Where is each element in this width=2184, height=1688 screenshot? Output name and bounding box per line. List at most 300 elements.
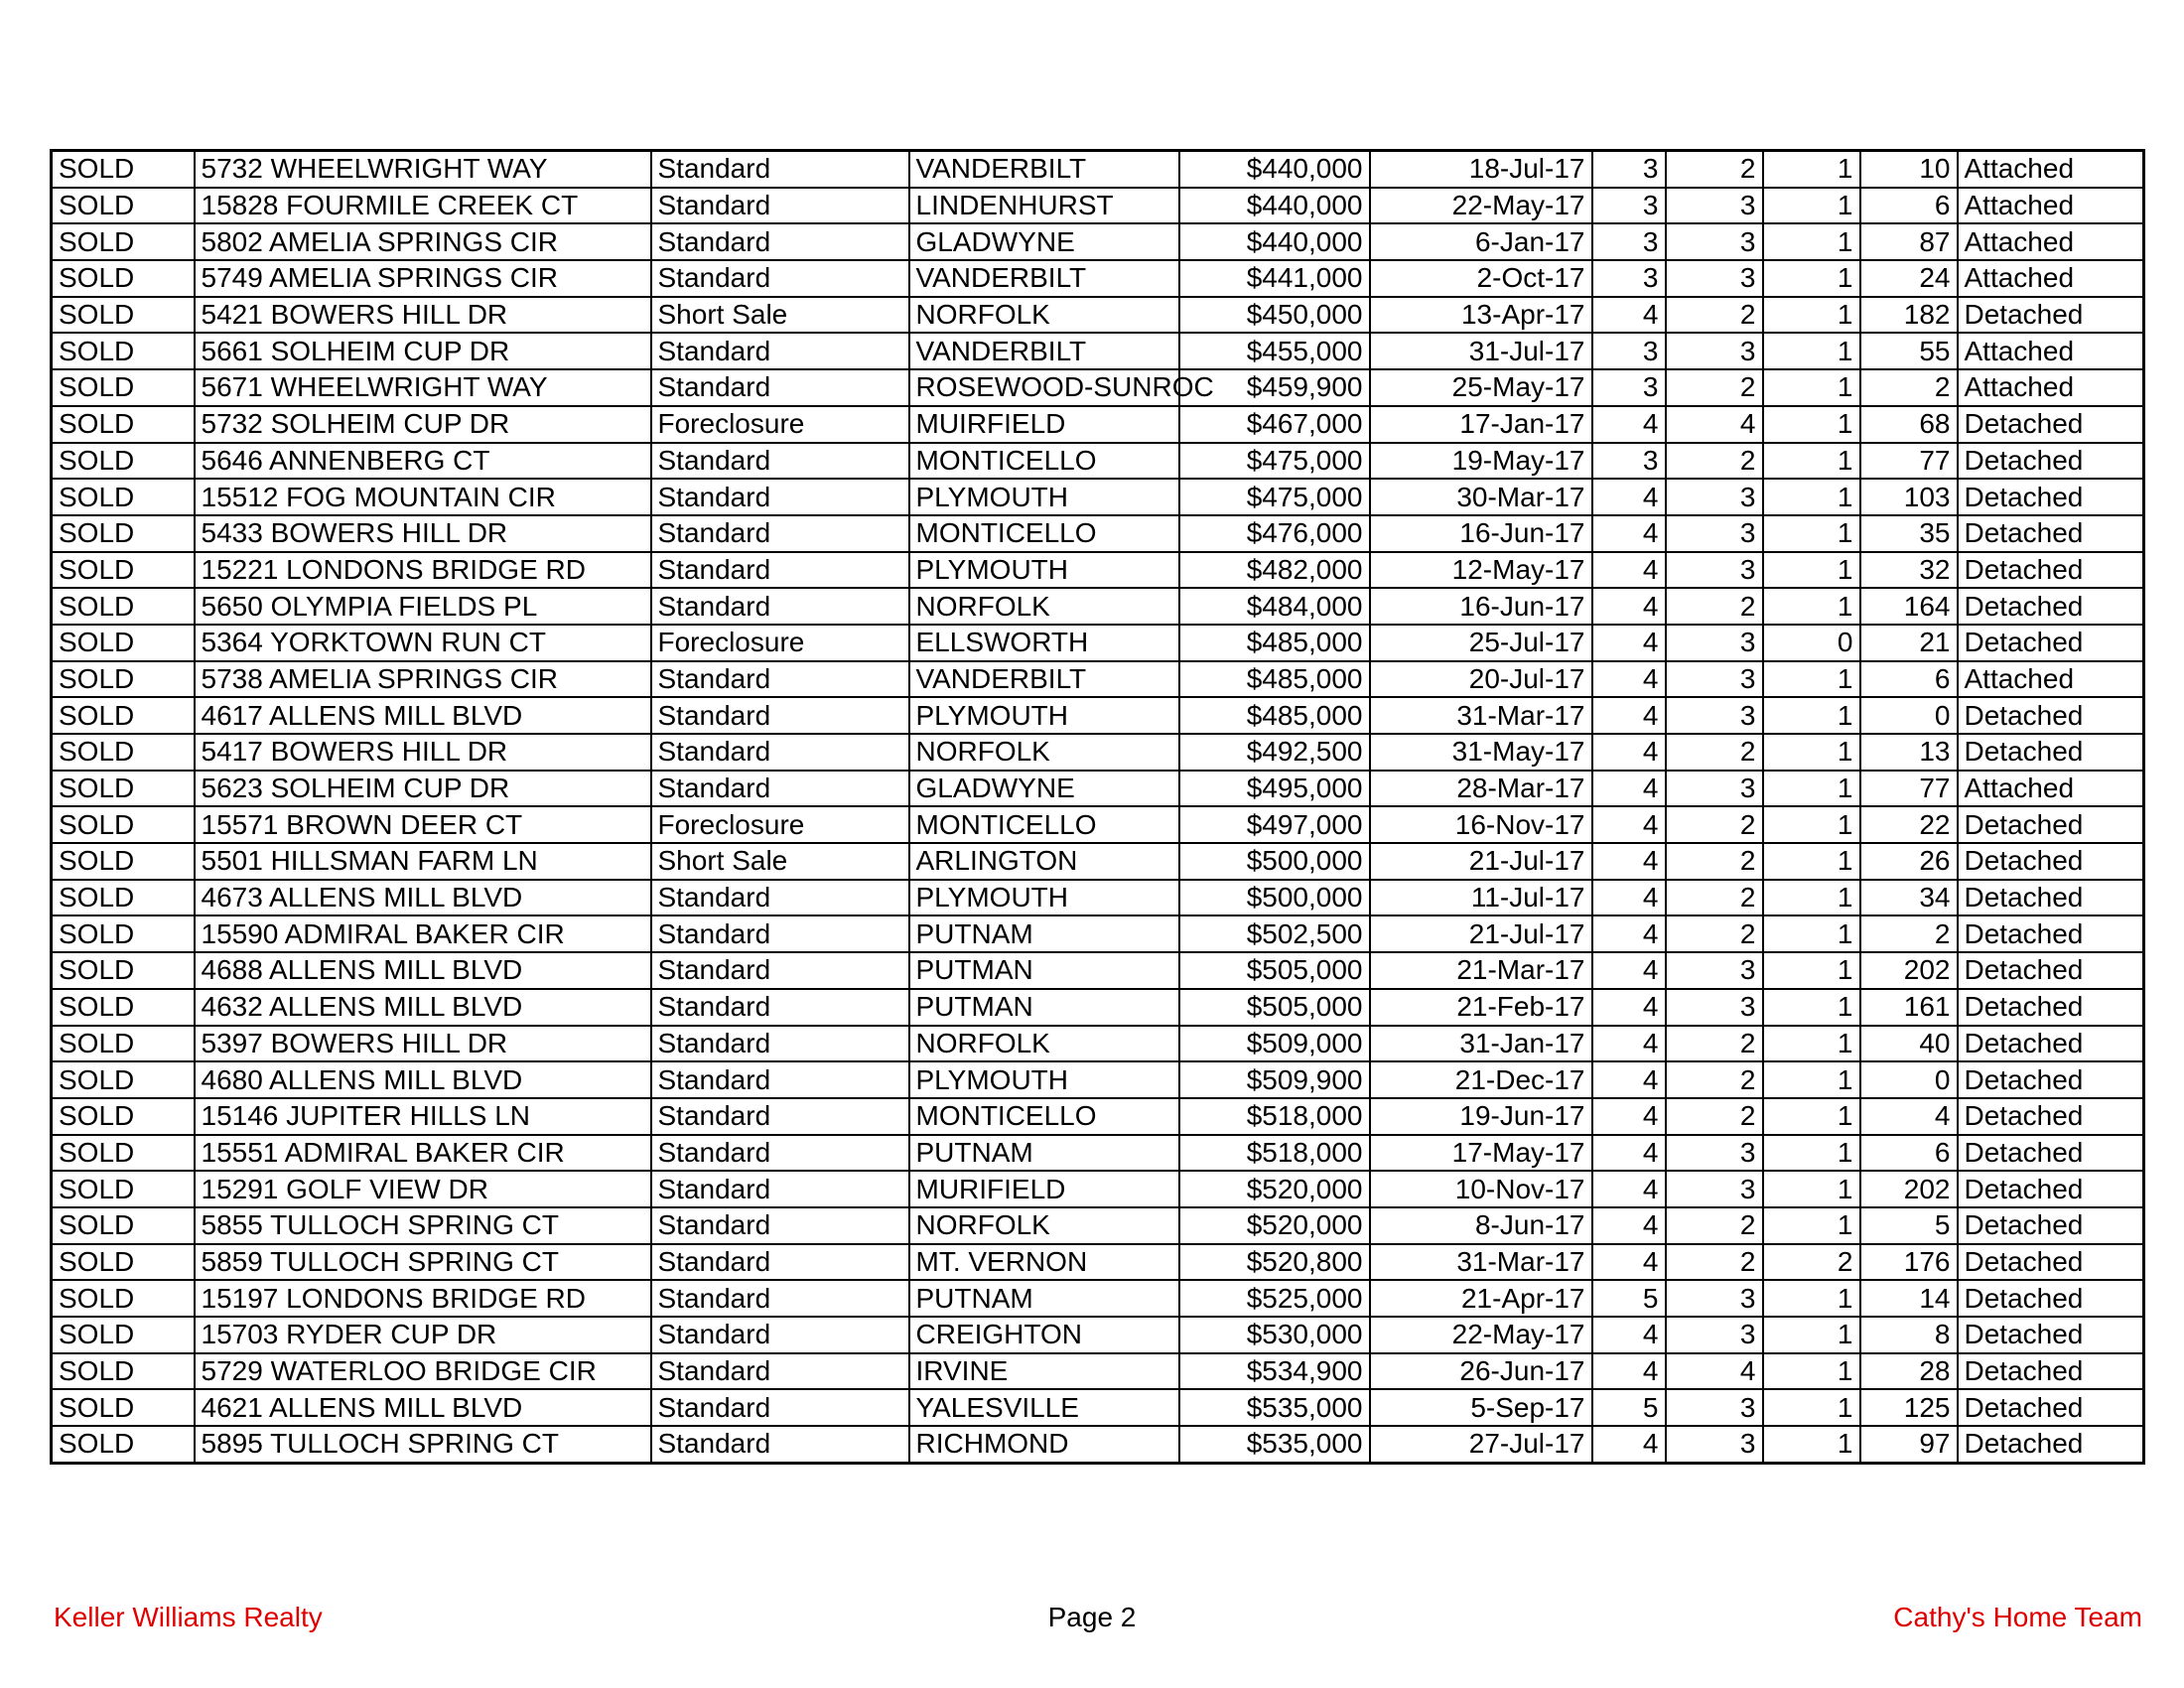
cell-half-baths: 1 xyxy=(1763,1135,1860,1172)
cell-bedrooms: 4 xyxy=(1592,697,1666,734)
cell-half-baths: 1 xyxy=(1763,1280,1860,1317)
cell-style: Detached xyxy=(1958,734,2144,771)
cell-full-baths: 2 xyxy=(1666,1098,1763,1135)
cell-sale-type: Standard xyxy=(651,1389,909,1426)
table-row xyxy=(52,369,2144,406)
cell-close-date: 25-May-17 xyxy=(1370,369,1592,406)
cell-subdivision: PUTNAM xyxy=(909,915,1179,952)
cell-status: SOLD xyxy=(52,952,195,989)
cell-address: 5646 ANNENBERG CT xyxy=(195,443,651,480)
cell-days-on-market: 202 xyxy=(1860,952,1958,989)
cell-subdivision: RICHMOND xyxy=(909,1426,1179,1463)
cell-price: $482,000 xyxy=(1179,552,1370,589)
cell-days-on-market: 0 xyxy=(1860,1061,1958,1098)
cell-bedrooms: 4 xyxy=(1592,1061,1666,1098)
cell-price: $495,000 xyxy=(1179,771,1370,807)
cell-address: 4632 ALLENS MILL BLVD xyxy=(195,989,651,1026)
cell-close-date: 21-Jul-17 xyxy=(1370,915,1592,952)
cell-sale-type: Short Sale xyxy=(651,843,909,880)
table-row xyxy=(52,1098,2144,1135)
cell-half-baths: 1 xyxy=(1763,661,1860,698)
cell-close-date: 31-May-17 xyxy=(1370,734,1592,771)
cell-days-on-market: 34 xyxy=(1860,880,1958,916)
cell-subdivision: ARLINGTON xyxy=(909,843,1179,880)
cell-close-date: 18-Jul-17 xyxy=(1370,151,1592,188)
cell-close-date: 31-Mar-17 xyxy=(1370,697,1592,734)
cell-days-on-market: 21 xyxy=(1860,625,1958,661)
cell-price: $509,900 xyxy=(1179,1061,1370,1098)
cell-sale-type: Standard xyxy=(651,515,909,552)
cell-address: 15703 RYDER CUP DR xyxy=(195,1317,651,1353)
cell-sale-type: Standard xyxy=(651,1353,909,1390)
cell-full-baths: 3 xyxy=(1666,1426,1763,1463)
cell-days-on-market: 164 xyxy=(1860,588,1958,625)
cell-subdivision: GLADWYNE xyxy=(909,223,1179,260)
cell-subdivision: PUTMAN xyxy=(909,952,1179,989)
cell-close-date: 21-Apr-17 xyxy=(1370,1280,1592,1317)
cell-address: 5417 BOWERS HILL DR xyxy=(195,734,651,771)
cell-half-baths: 1 xyxy=(1763,188,1860,224)
cell-style: Attached xyxy=(1958,369,2144,406)
cell-sale-type: Short Sale xyxy=(651,297,909,334)
cell-price: $485,000 xyxy=(1179,697,1370,734)
cell-subdivision: PUTMAN xyxy=(909,989,1179,1026)
cell-address: 15828 FOURMILE CREEK CT xyxy=(195,188,651,224)
cell-address: 15291 GOLF VIEW DR xyxy=(195,1171,651,1207)
cell-subdivision: PLYMOUTH xyxy=(909,880,1179,916)
cell-half-baths: 1 xyxy=(1763,1207,1860,1244)
cell-style: Detached xyxy=(1958,297,2144,334)
cell-status: SOLD xyxy=(52,915,195,952)
cell-half-baths: 1 xyxy=(1763,952,1860,989)
cell-price: $525,000 xyxy=(1179,1280,1370,1317)
cell-bedrooms: 4 xyxy=(1592,1207,1666,1244)
cell-status: SOLD xyxy=(52,188,195,224)
cell-full-baths: 3 xyxy=(1666,661,1763,698)
cell-full-baths: 3 xyxy=(1666,260,1763,297)
cell-status: SOLD xyxy=(52,406,195,443)
cell-style: Detached xyxy=(1958,443,2144,480)
cell-close-date: 25-Jul-17 xyxy=(1370,625,1592,661)
cell-status: SOLD xyxy=(52,843,195,880)
cell-days-on-market: 97 xyxy=(1860,1426,1958,1463)
cell-style: Detached xyxy=(1958,989,2144,1026)
cell-sale-type: Standard xyxy=(651,1135,909,1172)
cell-price: $520,800 xyxy=(1179,1244,1370,1281)
cell-close-date: 12-May-17 xyxy=(1370,552,1592,589)
cell-sale-type: Foreclosure xyxy=(651,406,909,443)
cell-half-baths: 1 xyxy=(1763,369,1860,406)
cell-close-date: 21-Mar-17 xyxy=(1370,952,1592,989)
cell-bedrooms: 4 xyxy=(1592,1135,1666,1172)
table-row xyxy=(52,1280,2144,1317)
cell-full-baths: 3 xyxy=(1666,625,1763,661)
cell-sale-type: Standard xyxy=(651,1207,909,1244)
cell-subdivision: PLYMOUTH xyxy=(909,697,1179,734)
cell-address: 4673 ALLENS MILL BLVD xyxy=(195,880,651,916)
cell-subdivision: MT. VERNON xyxy=(909,1244,1179,1281)
cell-subdivision: ELLSWORTH xyxy=(909,625,1179,661)
cell-address: 15512 FOG MOUNTAIN CIR xyxy=(195,479,651,515)
cell-sale-type: Standard xyxy=(651,479,909,515)
cell-price: $520,000 xyxy=(1179,1171,1370,1207)
cell-days-on-market: 4 xyxy=(1860,1098,1958,1135)
cell-full-baths: 2 xyxy=(1666,443,1763,480)
table-row xyxy=(52,1244,2144,1281)
cell-address: 5859 TULLOCH SPRING CT xyxy=(195,1244,651,1281)
cell-close-date: 19-Jun-17 xyxy=(1370,1098,1592,1135)
cell-status: SOLD xyxy=(52,697,195,734)
cell-style: Attached xyxy=(1958,260,2144,297)
cell-close-date: 17-Jan-17 xyxy=(1370,406,1592,443)
cell-close-date: 19-May-17 xyxy=(1370,443,1592,480)
table-row xyxy=(52,260,2144,297)
cell-sale-type: Standard xyxy=(651,1026,909,1062)
cell-bedrooms: 4 xyxy=(1592,1317,1666,1353)
cell-subdivision: MONTICELLO xyxy=(909,1098,1179,1135)
cell-address: 4621 ALLENS MILL BLVD xyxy=(195,1389,651,1426)
cell-address: 5650 OLYMPIA FIELDS PL xyxy=(195,588,651,625)
cell-sale-type: Standard xyxy=(651,989,909,1026)
cell-subdivision: ROSEWOOD-SUNROC xyxy=(909,369,1179,406)
cell-status: SOLD xyxy=(52,771,195,807)
cell-bedrooms: 3 xyxy=(1592,443,1666,480)
cell-days-on-market: 0 xyxy=(1860,697,1958,734)
cell-half-baths: 1 xyxy=(1763,297,1860,334)
cell-days-on-market: 202 xyxy=(1860,1171,1958,1207)
table-row xyxy=(52,188,2144,224)
cell-close-date: 8-Jun-17 xyxy=(1370,1207,1592,1244)
cell-price: $440,000 xyxy=(1179,223,1370,260)
cell-days-on-market: 2 xyxy=(1860,369,1958,406)
cell-full-baths: 3 xyxy=(1666,1389,1763,1426)
cell-subdivision: NORFOLK xyxy=(909,588,1179,625)
cell-days-on-market: 5 xyxy=(1860,1207,1958,1244)
cell-days-on-market: 8 xyxy=(1860,1317,1958,1353)
cell-bedrooms: 4 xyxy=(1592,915,1666,952)
cell-sale-type: Standard xyxy=(651,915,909,952)
cell-bedrooms: 4 xyxy=(1592,1098,1666,1135)
cell-full-baths: 2 xyxy=(1666,1061,1763,1098)
cell-bedrooms: 4 xyxy=(1592,806,1666,843)
cell-subdivision: GLADWYNE xyxy=(909,771,1179,807)
cell-style: Detached xyxy=(1958,1098,2144,1135)
table-row xyxy=(52,1317,2144,1353)
cell-close-date: 5-Sep-17 xyxy=(1370,1389,1592,1426)
cell-status: SOLD xyxy=(52,1098,195,1135)
cell-full-baths: 3 xyxy=(1666,1317,1763,1353)
cell-full-baths: 2 xyxy=(1666,588,1763,625)
cell-status: SOLD xyxy=(52,1171,195,1207)
cell-bedrooms: 4 xyxy=(1592,479,1666,515)
cell-bedrooms: 3 xyxy=(1592,260,1666,297)
cell-subdivision: VANDERBILT xyxy=(909,260,1179,297)
table-row xyxy=(52,1426,2144,1463)
cell-price: $535,000 xyxy=(1179,1389,1370,1426)
cell-subdivision: MONTICELLO xyxy=(909,443,1179,480)
cell-close-date: 11-Jul-17 xyxy=(1370,880,1592,916)
cell-bedrooms: 4 xyxy=(1592,406,1666,443)
cell-address: 15197 LONDONS BRIDGE RD xyxy=(195,1280,651,1317)
cell-sale-type: Standard xyxy=(651,552,909,589)
cell-sale-type: Standard xyxy=(651,697,909,734)
cell-close-date: 16-Nov-17 xyxy=(1370,806,1592,843)
cell-status: SOLD xyxy=(52,1207,195,1244)
cell-bedrooms: 3 xyxy=(1592,151,1666,188)
cell-status: SOLD xyxy=(52,1353,195,1390)
cell-style: Detached xyxy=(1958,1426,2144,1463)
cell-days-on-market: 32 xyxy=(1860,552,1958,589)
cell-status: SOLD xyxy=(52,151,195,188)
cell-full-baths: 3 xyxy=(1666,515,1763,552)
cell-style: Attached xyxy=(1958,661,2144,698)
cell-full-baths: 2 xyxy=(1666,369,1763,406)
cell-address: 4680 ALLENS MILL BLVD xyxy=(195,1061,651,1098)
cell-half-baths: 1 xyxy=(1763,989,1860,1026)
cell-status: SOLD xyxy=(52,880,195,916)
cell-bedrooms: 4 xyxy=(1592,843,1666,880)
cell-close-date: 2-Oct-17 xyxy=(1370,260,1592,297)
cell-days-on-market: 2 xyxy=(1860,915,1958,952)
cell-close-date: 16-Jun-17 xyxy=(1370,588,1592,625)
cell-bedrooms: 4 xyxy=(1592,661,1666,698)
cell-price: $502,500 xyxy=(1179,915,1370,952)
cell-status: SOLD xyxy=(52,552,195,589)
cell-half-baths: 1 xyxy=(1763,1389,1860,1426)
cell-status: SOLD xyxy=(52,734,195,771)
cell-status: SOLD xyxy=(52,369,195,406)
cell-half-baths: 1 xyxy=(1763,588,1860,625)
table-row xyxy=(52,1026,2144,1062)
cell-sale-type: Standard xyxy=(651,188,909,224)
cell-days-on-market: 28 xyxy=(1860,1353,1958,1390)
cell-half-baths: 1 xyxy=(1763,223,1860,260)
table-row xyxy=(52,734,2144,771)
cell-style: Detached xyxy=(1958,806,2144,843)
cell-full-baths: 3 xyxy=(1666,223,1763,260)
cell-address: 5671 WHEELWRIGHT WAY xyxy=(195,369,651,406)
cell-close-date: 22-May-17 xyxy=(1370,1317,1592,1353)
footer-team: Cathy's Home Team xyxy=(1893,1602,2142,1632)
cell-subdivision: PUTNAM xyxy=(909,1135,1179,1172)
cell-bedrooms: 4 xyxy=(1592,1426,1666,1463)
cell-sale-type: Standard xyxy=(651,369,909,406)
cell-address: 5749 AMELIA SPRINGS CIR xyxy=(195,260,651,297)
cell-full-baths: 3 xyxy=(1666,1280,1763,1317)
cell-sale-type: Standard xyxy=(651,661,909,698)
cell-address: 15571 BROWN DEER CT xyxy=(195,806,651,843)
cell-subdivision: PUTNAM xyxy=(909,1280,1179,1317)
cell-price: $535,000 xyxy=(1179,1426,1370,1463)
cell-status: SOLD xyxy=(52,515,195,552)
cell-days-on-market: 125 xyxy=(1860,1389,1958,1426)
cell-bedrooms: 5 xyxy=(1592,1389,1666,1426)
cell-price: $505,000 xyxy=(1179,952,1370,989)
cell-address: 5364 YORKTOWN RUN CT xyxy=(195,625,651,661)
cell-price: $484,000 xyxy=(1179,588,1370,625)
cell-subdivision: MUIRFIELD xyxy=(909,406,1179,443)
cell-address: 5855 TULLOCH SPRING CT xyxy=(195,1207,651,1244)
cell-half-baths: 1 xyxy=(1763,915,1860,952)
cell-address: 5501 HILLSMAN FARM LN xyxy=(195,843,651,880)
cell-full-baths: 2 xyxy=(1666,1244,1763,1281)
cell-close-date: 6-Jan-17 xyxy=(1370,223,1592,260)
cell-sale-type: Standard xyxy=(651,333,909,369)
table-row xyxy=(52,479,2144,515)
cell-full-baths: 2 xyxy=(1666,734,1763,771)
cell-price: $440,000 xyxy=(1179,188,1370,224)
cell-sale-type: Standard xyxy=(651,588,909,625)
table-row xyxy=(52,223,2144,260)
page-number: Page 2 xyxy=(1047,1602,1137,1632)
cell-price: $476,000 xyxy=(1179,515,1370,552)
cell-days-on-market: 10 xyxy=(1860,151,1958,188)
cell-subdivision: CREIGHTON xyxy=(909,1317,1179,1353)
cell-sale-type: Standard xyxy=(651,443,909,480)
cell-close-date: 10-Nov-17 xyxy=(1370,1171,1592,1207)
table-row xyxy=(52,552,2144,589)
cell-half-baths: 1 xyxy=(1763,1171,1860,1207)
cell-address: 15551 ADMIRAL BAKER CIR xyxy=(195,1135,651,1172)
cell-bedrooms: 3 xyxy=(1592,369,1666,406)
cell-bedrooms: 4 xyxy=(1592,297,1666,334)
cell-style: Attached xyxy=(1958,188,2144,224)
cell-full-baths: 3 xyxy=(1666,552,1763,589)
table-row xyxy=(52,1061,2144,1098)
cell-price: $475,000 xyxy=(1179,479,1370,515)
cell-subdivision: VANDERBILT xyxy=(909,333,1179,369)
cell-address: 5729 WATERLOO BRIDGE CIR xyxy=(195,1353,651,1390)
cell-days-on-market: 182 xyxy=(1860,297,1958,334)
cell-close-date: 27-Jul-17 xyxy=(1370,1426,1592,1463)
table-row xyxy=(52,406,2144,443)
table-row xyxy=(52,1353,2144,1390)
cell-price: $518,000 xyxy=(1179,1098,1370,1135)
cell-status: SOLD xyxy=(52,806,195,843)
cell-price: $450,000 xyxy=(1179,297,1370,334)
cell-price: $485,000 xyxy=(1179,625,1370,661)
cell-subdivision: PLYMOUTH xyxy=(909,479,1179,515)
cell-price: $505,000 xyxy=(1179,989,1370,1026)
cell-style: Detached xyxy=(1958,1026,2144,1062)
cell-status: SOLD xyxy=(52,223,195,260)
cell-sale-type: Standard xyxy=(651,1098,909,1135)
table-row xyxy=(52,806,2144,843)
cell-bedrooms: 4 xyxy=(1592,1171,1666,1207)
cell-full-baths: 3 xyxy=(1666,989,1763,1026)
cell-close-date: 30-Mar-17 xyxy=(1370,479,1592,515)
cell-style: Detached xyxy=(1958,880,2144,916)
cell-price: $459,900 xyxy=(1179,369,1370,406)
cell-days-on-market: 77 xyxy=(1860,443,1958,480)
cell-status: SOLD xyxy=(52,588,195,625)
cell-days-on-market: 35 xyxy=(1860,515,1958,552)
table-row xyxy=(52,333,2144,369)
table-row xyxy=(52,588,2144,625)
cell-style: Detached xyxy=(1958,1389,2144,1426)
cell-subdivision: LINDENHURST xyxy=(909,188,1179,224)
cell-price: $520,000 xyxy=(1179,1207,1370,1244)
cell-bedrooms: 4 xyxy=(1592,625,1666,661)
cell-sale-type: Standard xyxy=(651,223,909,260)
table-row xyxy=(52,1171,2144,1207)
cell-address: 15221 LONDONS BRIDGE RD xyxy=(195,552,651,589)
cell-bedrooms: 4 xyxy=(1592,880,1666,916)
cell-bedrooms: 4 xyxy=(1592,1353,1666,1390)
cell-close-date: 31-Jan-17 xyxy=(1370,1026,1592,1062)
cell-days-on-market: 6 xyxy=(1860,188,1958,224)
cell-price: $530,000 xyxy=(1179,1317,1370,1353)
cell-subdivision: MONTICELLO xyxy=(909,806,1179,843)
cell-style: Attached xyxy=(1958,151,2144,188)
cell-address: 5895 TULLOCH SPRING CT xyxy=(195,1426,651,1463)
cell-full-baths: 3 xyxy=(1666,188,1763,224)
cell-price: $497,000 xyxy=(1179,806,1370,843)
cell-half-baths: 1 xyxy=(1763,515,1860,552)
cell-address: 5623 SOLHEIM CUP DR xyxy=(195,771,651,807)
cell-style: Detached xyxy=(1958,915,2144,952)
cell-sale-type: Foreclosure xyxy=(651,625,909,661)
cell-full-baths: 4 xyxy=(1666,406,1763,443)
cell-address: 5421 BOWERS HILL DR xyxy=(195,297,651,334)
cell-style: Detached xyxy=(1958,1171,2144,1207)
cell-subdivision: YALESVILLE xyxy=(909,1389,1179,1426)
cell-subdivision: IRVINE xyxy=(909,1353,1179,1390)
table-row xyxy=(52,843,2144,880)
cell-subdivision: NORFOLK xyxy=(909,734,1179,771)
table-row xyxy=(52,771,2144,807)
cell-sale-type: Standard xyxy=(651,151,909,188)
cell-days-on-market: 87 xyxy=(1860,223,1958,260)
cell-style: Detached xyxy=(1958,1317,2144,1353)
cell-bedrooms: 3 xyxy=(1592,333,1666,369)
cell-style: Detached xyxy=(1958,625,2144,661)
cell-address: 5397 BOWERS HILL DR xyxy=(195,1026,651,1062)
cell-status: SOLD xyxy=(52,989,195,1026)
cell-days-on-market: 6 xyxy=(1860,1135,1958,1172)
cell-address: 5433 BOWERS HILL DR xyxy=(195,515,651,552)
cell-days-on-market: 176 xyxy=(1860,1244,1958,1281)
cell-price: $534,900 xyxy=(1179,1353,1370,1390)
cell-subdivision: MONTICELLO xyxy=(909,515,1179,552)
cell-status: SOLD xyxy=(52,1317,195,1353)
cell-address: 15590 ADMIRAL BAKER CIR xyxy=(195,915,651,952)
cell-full-baths: 3 xyxy=(1666,1135,1763,1172)
cell-half-baths: 1 xyxy=(1763,479,1860,515)
cell-subdivision: PLYMOUTH xyxy=(909,552,1179,589)
table-body xyxy=(52,151,2144,1464)
cell-address: 5738 AMELIA SPRINGS CIR xyxy=(195,661,651,698)
cell-bedrooms: 4 xyxy=(1592,552,1666,589)
cell-status: SOLD xyxy=(52,297,195,334)
cell-bedrooms: 4 xyxy=(1592,989,1666,1026)
cell-style: Detached xyxy=(1958,1135,2144,1172)
cell-half-baths: 1 xyxy=(1763,552,1860,589)
cell-status: SOLD xyxy=(52,1280,195,1317)
cell-half-baths: 1 xyxy=(1763,843,1860,880)
cell-days-on-market: 14 xyxy=(1860,1280,1958,1317)
cell-subdivision: NORFOLK xyxy=(909,297,1179,334)
cell-address: 5661 SOLHEIM CUP DR xyxy=(195,333,651,369)
cell-half-baths: 1 xyxy=(1763,406,1860,443)
cell-full-baths: 3 xyxy=(1666,697,1763,734)
table-row xyxy=(52,952,2144,989)
table-row xyxy=(52,625,2144,661)
cell-address: 5802 AMELIA SPRINGS CIR xyxy=(195,223,651,260)
cell-price: $475,000 xyxy=(1179,443,1370,480)
cell-sale-type: Standard xyxy=(651,880,909,916)
cell-style: Detached xyxy=(1958,479,2144,515)
